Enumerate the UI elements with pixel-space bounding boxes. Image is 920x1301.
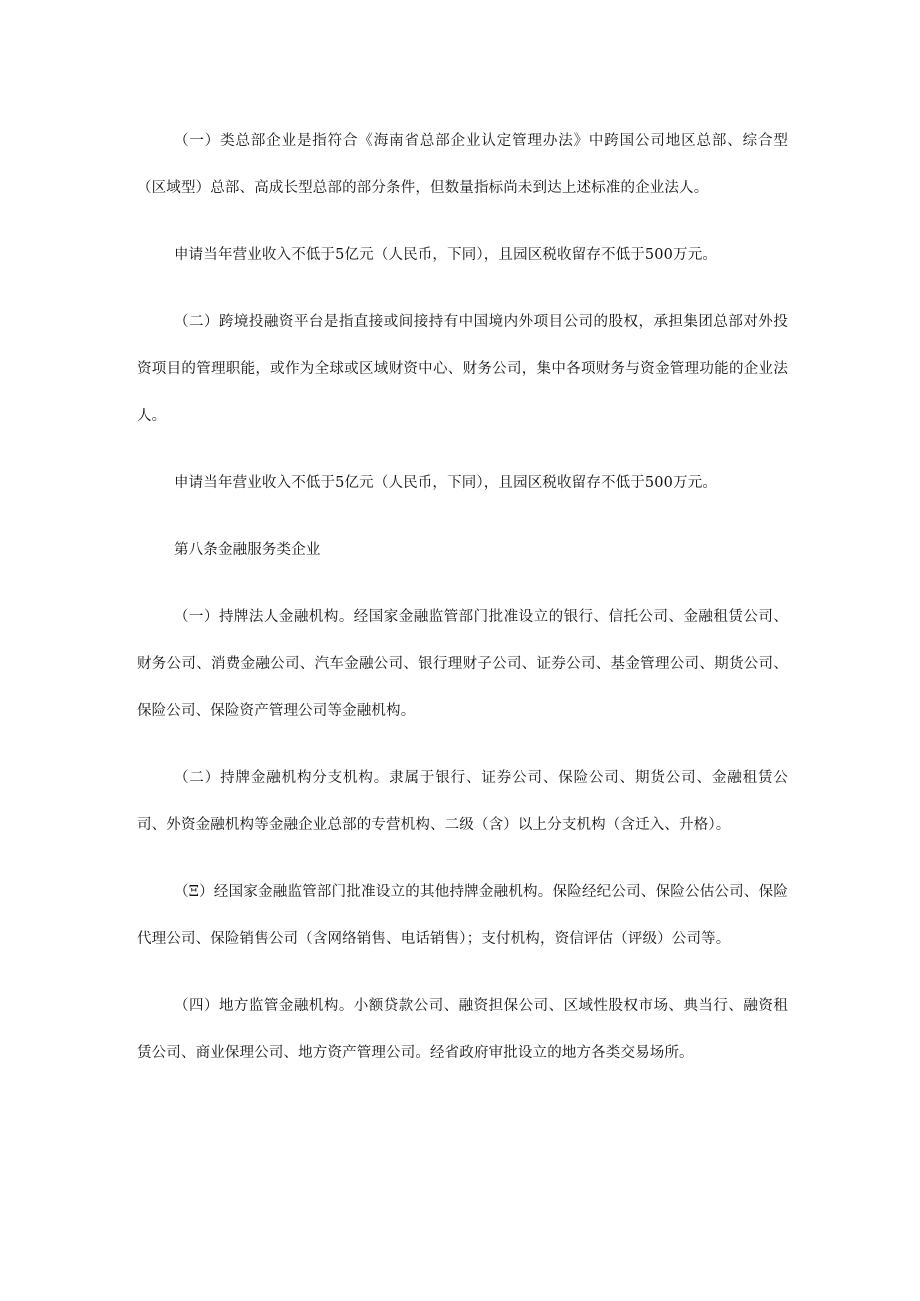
paragraph-branch-institutions: （二）持牌金融机构分支机构。隶属于银行、证券公司、保险公司、期货公司、金融租赁公司、外资金融机构等金融企业总部的专营机构、二级（含）以上分支机构（含迁入、升格）。 xyxy=(137,770,788,833)
paragraph-revenue-requirement-2: 申请当年营业收入不低于5亿元（人民币，下同），且园区税收留存不低于500万元。 xyxy=(174,475,717,491)
paragraph-licensed-institutions: （一）持牌法人金融机构。经国家金融监管部门批准设立的银行、信托公司、金融租赁公司、财务公司、消费金融公司、汽车金融公司、银行理财子公司、证券公司、基金管理公司、期货公司、保险公司、保险资产管理公司等金融机构。 xyxy=(137,609,788,719)
paragraph-cross-border-platform: （二）跨境投融资平台是指直接或间接持有中国境内外项目公司的股权，承担集团总部对外投资项目的管理职能，或作为全球或区域财资中心、财务公司，集中各项财务与资金管理功能的企业法人。 xyxy=(137,314,788,424)
article-heading: 第八条金融服务类企业 xyxy=(174,542,321,558)
paragraph-quasi-headquarters: （一）类总部企业是指符合《海南省总部企业认定管理办法》中跨国公司地区总部、综合型（区域型）总部、高成长型总部的部分条件，但数量指标尚未到达上述标准的企业法人。 xyxy=(137,133,788,196)
paragraph-local-regulated: （四）地方监管金融机构。小额贷款公司、融资担保公司、区域性股权市场、典当行、融资租赁公司、商业保理公司、地方资产管理公司。经省政府审批设立的地方各类交易场所。 xyxy=(137,998,788,1061)
paragraph-other-licensed: （Ξ）经国家金融监管部门批准设立的其他持牌金融机构。保险经纪公司、保险公估公司、保险代理公司、保险销售公司（含网络销售、电话销售）；支付机构，资信评估（评级）公司等。 xyxy=(137,884,788,947)
paragraph-revenue-requirement-1: 申请当年营业收入不低于5亿元（人民币，下同），且园区税收留存不低于500万元。 xyxy=(174,247,717,263)
